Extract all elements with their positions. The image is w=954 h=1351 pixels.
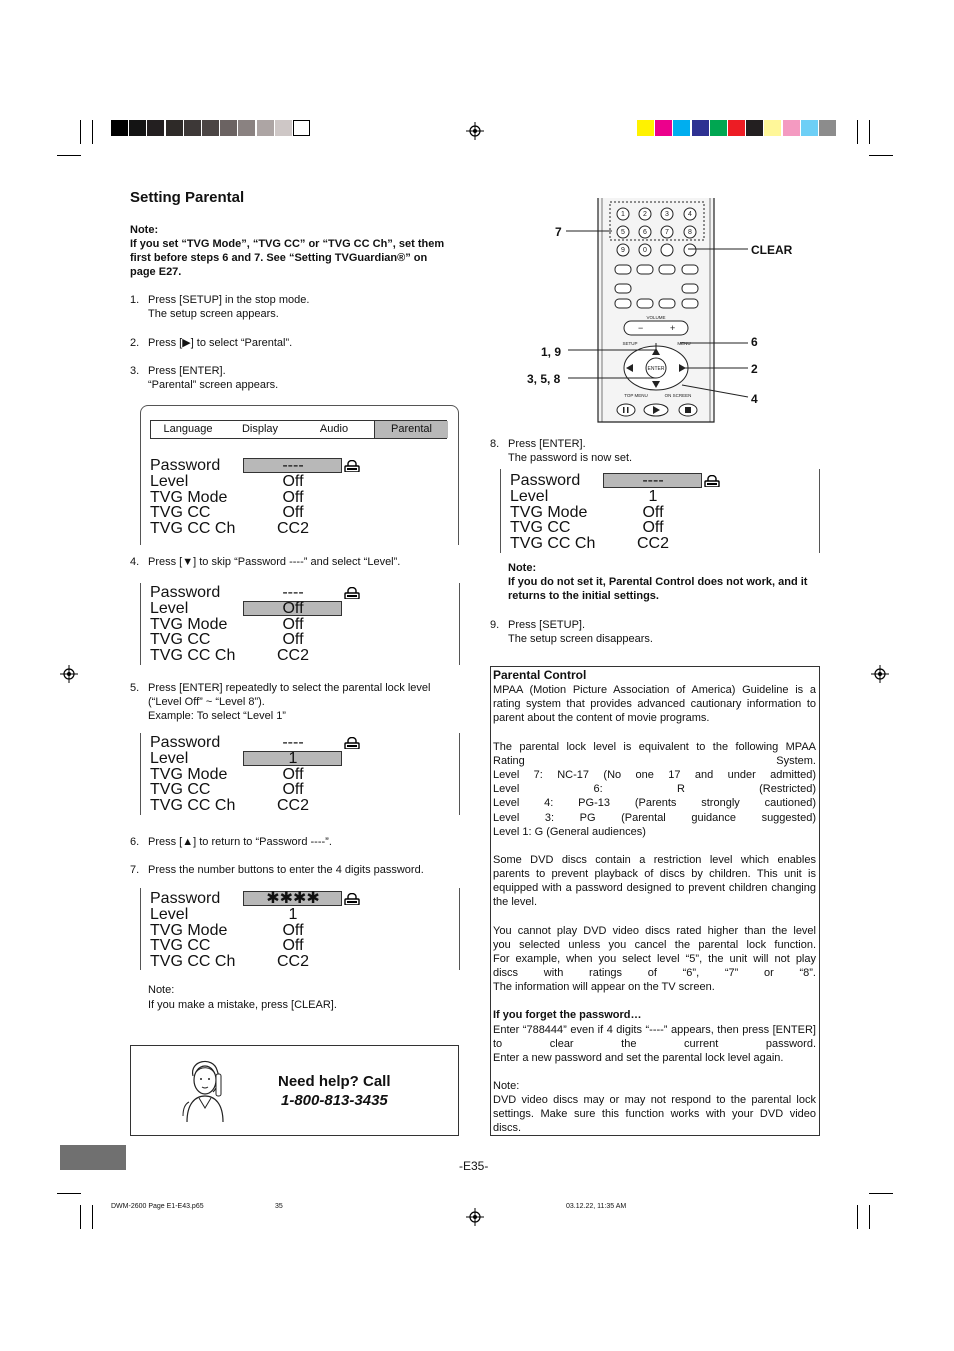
menu-label: TVG Mode [150, 488, 228, 506]
step-number: 7. [130, 864, 140, 876]
menu-row [150, 585, 350, 600]
gray-swatch [202, 120, 219, 136]
help-box [130, 1045, 459, 1136]
gray-swatch [257, 120, 274, 136]
parental-control-text: If you forget the password… [493, 1009, 642, 1021]
menu-value: Off [282, 921, 304, 939]
menu-value: Off [282, 599, 304, 617]
parental-control-text: You cannot play DVD video discs rated higher than the level [493, 925, 816, 937]
parental-control-heading: Parental Control [493, 668, 587, 682]
svg-text:7: 7 [665, 229, 669, 236]
screen-frame-line [140, 733, 141, 815]
screen-frame-line [500, 469, 501, 553]
parental-control-text: parents to prevent playback of discs by children. This unit is [493, 868, 816, 881]
parental-control-text: The parental lock level is equivalent to the following MPAA [493, 741, 816, 753]
gray-swatch [238, 120, 255, 136]
step8-note-line: If you do not set it, Parental Control does not work, and it [508, 576, 808, 588]
gray-swatch [220, 120, 237, 136]
screen-frame-line [140, 888, 141, 970]
step-text: Example: To select “Level 1” [148, 710, 286, 722]
menu-value: CC2 [276, 953, 309, 971]
step7-note-body: If you make a mistake, press [CLEAR]. [148, 999, 337, 1011]
help-call-text: Need help? Call [278, 1073, 391, 1090]
menu-value: Off [282, 504, 304, 522]
menu-label: Password [150, 890, 221, 907]
remote-on-screen-label: ON SCREEN [664, 393, 692, 398]
color-swatch [710, 120, 727, 136]
remote-callout-lines [560, 225, 750, 405]
callout-2: 2 [751, 362, 758, 376]
remote-setup-label: SETUP [622, 341, 638, 346]
menu-label: TVG Mode [150, 615, 228, 633]
footer-page: 35 [275, 1203, 283, 1210]
menu-value: ✱✱✱✱ [266, 890, 320, 907]
callout-1-9: 1, 9 [541, 345, 562, 359]
menu-row [150, 648, 350, 663]
svg-text:−: − [638, 323, 644, 333]
menu-value: 1 [288, 749, 298, 767]
step-text: Press [▼] to skip “Password ----” and select “Level”. [148, 556, 401, 568]
menu-value: Off [282, 631, 304, 649]
step-number: 4. [130, 556, 140, 568]
menu-value: 1 [288, 905, 298, 923]
callout-3-5-8: 3, 5, 8 [527, 372, 561, 386]
svg-text:0: 0 [643, 247, 647, 254]
callout-clear: CLEAR [751, 243, 793, 257]
step-text: The setup screen disappears. [508, 633, 653, 645]
menu-label: TVG CC [150, 631, 211, 649]
color-swatch [655, 120, 672, 136]
menu-value: ---- [282, 457, 304, 474]
svg-text:9: 9 [621, 247, 625, 254]
menu-row [150, 474, 350, 489]
color-swatch [637, 120, 654, 136]
parental-control-text: settings. Make sure this function works with your DVD video [493, 1108, 816, 1121]
parental-control-text: Rating System. [493, 755, 816, 768]
gray-swatch [275, 120, 292, 136]
parental-control-text: Level 7: NC-17 (No one 17 and under admitted) [493, 769, 816, 782]
svg-text:8: 8 [688, 229, 692, 236]
step-text: Press [▶] to select “Parental”. [148, 337, 293, 349]
menu-value: CC2 [276, 647, 309, 665]
parental-control-text: equipped with a password designed to prevent children changing [493, 882, 816, 895]
menu-row [150, 782, 350, 797]
menu-row [150, 735, 350, 750]
parental-control-text: the level. [493, 896, 538, 909]
step-text: The password is now set. [508, 452, 633, 464]
svg-text:6: 6 [643, 229, 647, 236]
menu-value: Off [282, 765, 304, 783]
color-swatch [783, 120, 800, 136]
menu-label: TVG CC [150, 781, 211, 799]
setup-tabs [150, 420, 447, 439]
svg-text:1: 1 [621, 211, 625, 218]
menu-value: Off [282, 781, 304, 799]
gray-swatch [111, 120, 128, 136]
color-swatch [764, 120, 781, 136]
menu-row [150, 505, 350, 520]
parental-control-text: Level 1: G (General audiences) [493, 825, 646, 838]
menu-value: CC2 [276, 520, 309, 538]
menu-value: CC2 [636, 535, 669, 553]
menu-value: Off [282, 615, 304, 633]
step-text: Press the number buttons to enter the 4 digits password. [148, 864, 424, 876]
screen-frame-line [459, 583, 460, 665]
parental-control-text: Level 6: R (Restricted) [493, 783, 816, 796]
menu-label: TVG CC Ch [150, 520, 236, 538]
menu-label: Level [510, 487, 549, 505]
menu-value: 1 [648, 487, 658, 505]
gray-swatch [293, 120, 310, 136]
registration-mark-top-icon [466, 122, 484, 140]
menu-label: Password [150, 457, 221, 474]
menu-label: TVG CC [150, 937, 211, 955]
intro-note-line: page E27. [130, 266, 182, 278]
menu-label: Level [150, 472, 189, 490]
menu-label: TVG CC Ch [150, 797, 236, 815]
menu-label: TVG CC Ch [150, 647, 236, 665]
tab-audio: Audio [319, 423, 349, 435]
help-phone-number: 1-800-813-3435 [281, 1092, 388, 1109]
menu-row [510, 489, 710, 504]
menu-row [150, 601, 350, 616]
registration-mark-bottom-icon [466, 1208, 484, 1226]
menu-label: TVG CC Ch [510, 535, 596, 553]
parental-control-text: Enter a new password and set the parental lock level again. [493, 1052, 784, 1065]
color-swatch [801, 120, 818, 136]
menu-value: Off [642, 519, 664, 537]
step-text: Press [ENTER] repeatedly to select the parental lock level [148, 682, 431, 694]
step-number: 1. [130, 294, 140, 306]
step-text: Press [ENTER]. [508, 438, 586, 450]
svg-text:2: 2 [643, 211, 647, 218]
intro-note-line: first before steps 6 and 7. See “Setting TVGuardian®” on [130, 252, 428, 264]
menu-value: Off [282, 472, 304, 490]
support-agent-icon [179, 1054, 231, 1124]
menu-value: ---- [282, 734, 304, 751]
menu-row [150, 923, 350, 938]
screen-frame-line [459, 888, 460, 970]
callout-7: 7 [555, 225, 562, 239]
step-text: Press [SETUP] in the stop mode. [148, 294, 310, 306]
menu-value: Off [642, 503, 664, 521]
step-number: 5. [130, 682, 140, 694]
remote-menu-label: MENU [677, 341, 691, 346]
parental-control-text: MPAA (Motion Picture Association of America) Guideline is a [493, 684, 816, 696]
gray-swatch [184, 120, 201, 136]
parental-control-text: DVD video discs may or may not respond to the parental lock [493, 1094, 816, 1106]
parental-control-text: Some DVD discs contain a restriction level which enables [493, 854, 816, 866]
svg-text:+: + [670, 323, 676, 333]
svg-text:5: 5 [621, 229, 625, 236]
gray-swatch [166, 120, 183, 136]
tab-language: Language [163, 423, 213, 435]
parental-control-text: discs with ratings of “6”, “7” or “8”. [493, 967, 816, 980]
parental-control-text: For example, when you select level “5”, the unit will not play [493, 953, 816, 966]
footer-file: DWM-2600 Page E1-E43.p65 [111, 1203, 204, 1210]
step-number: 3. [130, 365, 140, 377]
parental-control-text: to clear the current password. [493, 1038, 816, 1051]
step-text: (“Level Off” ~ “Level 8”). [148, 696, 265, 708]
menu-value: ---- [642, 472, 664, 489]
menu-value: ---- [282, 584, 304, 601]
color-swatch [746, 120, 763, 136]
menu-label: Password [150, 734, 221, 751]
menu-row [150, 490, 350, 505]
menu-label: Password [510, 472, 581, 489]
parental-control-text: Level 4: PG-13 (Parents strongly cautioned) [493, 797, 816, 810]
menu-label: Level [150, 599, 189, 617]
intro-note-heading: Note: [130, 224, 159, 236]
step8-note-heading: Note: [508, 562, 537, 574]
menu-row [510, 536, 710, 551]
step-number: 8. [490, 438, 500, 450]
menu-label: TVG CC [510, 519, 571, 537]
remote-enter-label: ENTER [647, 366, 665, 372]
step-text: The setup screen appears. [148, 308, 279, 320]
menu-row [150, 954, 350, 969]
menu-value: Off [282, 488, 304, 506]
step-text: Press [SETUP]. [508, 619, 586, 631]
menu-row [510, 473, 710, 488]
menu-row [510, 520, 710, 535]
menu-label: TVG Mode [150, 765, 228, 783]
menu-row [150, 767, 350, 782]
screen-frame-line [459, 733, 460, 815]
color-swatch [692, 120, 709, 136]
registration-mark-right-icon [871, 665, 889, 683]
parental-control-text: discs. [493, 1122, 522, 1135]
step8-note-line: returns to the initial settings. [508, 590, 659, 602]
parental-control-text: Note: [493, 1080, 520, 1092]
menu-label: TVG CC [150, 504, 211, 522]
menu-row [150, 617, 350, 632]
page-tab-marker [60, 1145, 126, 1170]
menu-label: TVG CC Ch [150, 953, 236, 971]
page-title: Setting Parental [130, 189, 245, 206]
callout-6: 6 [751, 335, 758, 349]
remote-volume-label: VOLUME [646, 315, 666, 320]
gray-swatch [147, 120, 164, 136]
menu-value: Off [282, 937, 304, 955]
parental-control-text: Enter “788444” even if 4 digits “----” appears, then press [ENTER] [493, 1024, 816, 1036]
color-swatch [819, 120, 836, 136]
parental-control-text: parent about the content of movie programs. [493, 712, 710, 725]
svg-text:3: 3 [665, 211, 669, 218]
callout-4: 4 [751, 392, 758, 406]
menu-row [510, 505, 710, 520]
step-number: 2. [130, 337, 140, 349]
parental-control-text: Level 3: PG (Parental guidance suggested) [493, 811, 816, 824]
parental-control-text: you selected unless you cancel the parental lock function. [493, 939, 816, 952]
parental-control-text: rating system that provides advanced cautionary information to [493, 698, 816, 711]
step-text: “Parental” screen appears. [148, 379, 279, 391]
menu-row [150, 751, 350, 766]
gray-swatch [129, 120, 146, 136]
registration-mark-left-icon [60, 665, 78, 683]
footer-date: 03.12.22, 11:35 AM [566, 1203, 627, 1210]
menu-label: Password [150, 584, 221, 601]
step-text: Press [ENTER]. [148, 365, 226, 377]
step-number: 9. [490, 619, 500, 631]
intro-note-line: If you set “TVG Mode”, “TVG CC” or “TVG CC Ch”, set them [130, 238, 445, 250]
svg-text:4: 4 [688, 211, 692, 218]
menu-row [150, 521, 350, 536]
parental-control-text: The information will appear on the TV screen. [493, 981, 715, 994]
color-swatch [673, 120, 690, 136]
step-text: Press [▲] to return to “Password ----”. [148, 836, 332, 848]
screen-frame-line [819, 469, 820, 553]
screen-frame-line [140, 583, 141, 665]
color-swatch [728, 120, 745, 136]
menu-row [150, 798, 350, 813]
step7-note-heading: Note: [148, 984, 175, 996]
tab-display: Display [241, 423, 279, 435]
menu-row [150, 907, 350, 922]
menu-row [150, 891, 350, 906]
remote-top-menu-label: TOP MENU [624, 393, 648, 398]
page-number: -E35- [459, 1159, 489, 1173]
menu-value: CC2 [276, 797, 309, 815]
menu-label: TVG Mode [150, 921, 228, 939]
menu-label: Level [150, 749, 189, 767]
menu-row [150, 632, 350, 647]
menu-row [150, 458, 350, 473]
menu-label: Level [150, 905, 189, 923]
menu-label: TVG Mode [510, 503, 588, 521]
step-number: 6. [130, 836, 140, 848]
menu-row [150, 938, 350, 953]
tab-parental: Parental [374, 421, 448, 438]
